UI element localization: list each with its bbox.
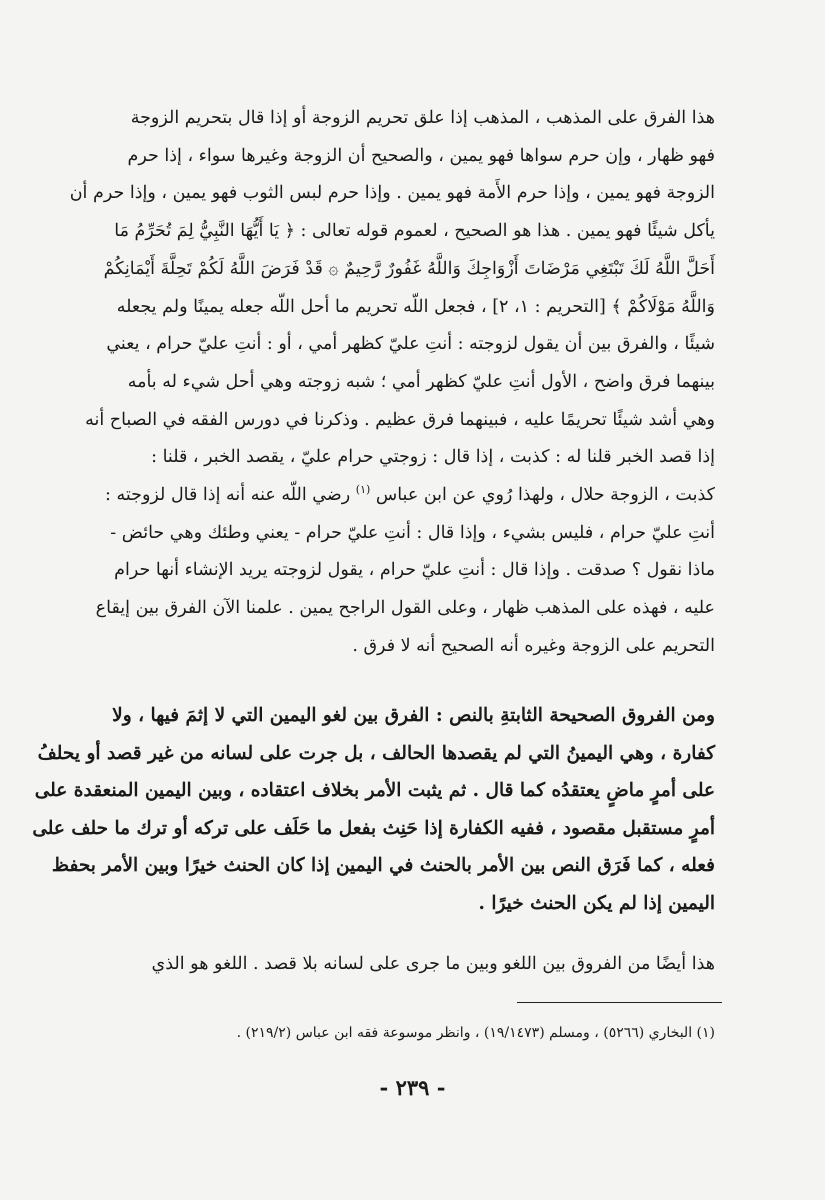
text-segment: كذبت ، الزوجة حلال ، ولهذا رُوي عن ابن عباس — [375, 485, 715, 506]
matn-paragraph — [32, 697, 715, 922]
text-line: على أمرٍ ماضٍ يعتقدُه كما قال . ثم يثبت الأمر بخلاف اعتقاده ، وبين اليمين المنعقدة على — [34, 780, 715, 801]
text-line-with-footnote — [105, 477, 715, 515]
commentary-paragraph — [69, 100, 715, 666]
text-line: فهو ظهار ، وإن حرم سواها فهو يمين ، والصحيح أن الزوجة وغيرها سواء ، إذا حرم — [127, 145, 715, 166]
text-line: هذا أيضًا من الفروق بين اللغو وبين ما جرى على لسانه بلا قصد . اللغو هو الذي — [151, 954, 715, 974]
text-line: ومن الفروق الصحيحة الثابتةِ بالنص : الفرق بين لغو اليمين التي لا إثمَ فيها ، ولا — [112, 705, 715, 726]
text-line: بينهما فرق واضح ، الأول أنتِ عليّ كظهر أمي ؛ شبه زوجته وهي أحل شيء له بأمه — [127, 371, 715, 392]
text-line: كفارة ، وهي اليمينُ التي لم يقصدها الحالف ، بل جرت على لسانه من غير قصد أو يحلفُ — [37, 742, 715, 764]
page-number: - ٢٣٩ - — [379, 1075, 446, 1100]
text-line: الزوجة فهو يمين ، وإذا حرم الأَمة فهو يمين . وإذا حرم لبس الثوب فهو يمين ، وإذا حرم أن — [69, 183, 715, 204]
text-line: عليه ، فهذه على المذهب ظهار ، وعلى القول الراجح يمين . علمنا الآن الفرق بين إيقاع — [95, 598, 715, 619]
commentary-paragraph-2 — [105, 945, 715, 983]
text-line: أمرٍ مستقبل مقصود ، ففيه الكفارة إذا حَنِث بفعل ما حَلَف على تركه أو ترك ما حلف على — [32, 817, 715, 839]
text-line: أنتِ عليّ حرام ، فليس بشيء ، وإذا قال : أنتِ عليّ حرام - يعني وطئك وهي حائض - — [110, 522, 715, 543]
text-line: فعله ، كما فَرَق النص بين الأمر بالحنث في اليمين إذا كان الحنث خيرًا وبين الأمر بحفظ — [51, 855, 715, 876]
quran-verse-line: أَحَلَّ اللَّهُ لَكَ تَبْتَغِي مَرْضَاتَ أَزْوَاجِكَ وَاللَّهُ غَفُورٌ رَّحِيمٌ ۞ قَدْ فَرَضَ اللَّهُ لَكُمْ تَحِلَّةَ أَيْمَانِكُمْ — [103, 258, 715, 279]
text-line: التحريم على الزوجة وغيره أنه الصحيح أنه لا فرق . — [352, 635, 715, 656]
footnote: (١) البخاري (٥٢٦٦) ، ومسلم (١٩/١٤٧٣) ، وانظر موسوعة فقه ابن عباس (٢١٩/٢) . — [236, 1025, 715, 1041]
text-line: اليمين إذا لم يكن الحنث خيرًا . — [478, 892, 715, 914]
text-segment: رضي اللّه عنه أنه إذا قال لزوجته : — [105, 485, 351, 506]
text-line: ماذا نقول ؟ صدقت . وإذا قال : أنتِ عليّ حرام ، يقول لزوجته يريد الإنشاء أنها حرام — [114, 560, 715, 581]
text-line: إذا قصد الخبر قلنا له : كذبت ، إذا قال : زوجتي حرام عليّ ، يقصد الخبر ، قلنا : — [151, 447, 715, 468]
text-line: هذا الفرق على المذهب ، المذهب إذا علق تحريم الزوجة أو إذا قال بتحريم الزوجة — [130, 108, 715, 128]
text-line: وهي أشد شيئًا تحريمًا عليه ، فبينهما فرق عظيم . وذكرنا في دورس الفقه في الصباح أنه — [85, 409, 715, 430]
footnote-reference[interactable]: (١) — [355, 483, 371, 497]
text-line: وَاللَّهُ مَوْلَاكُمْ ﴾ [التحريم : ١، ٢] ، فجعل اللّه تحريم ما أحل اللّه جعله يمينًا ولم يجعله — [116, 296, 715, 317]
footnote-separator — [517, 1002, 722, 1003]
text-line: شيئًا ، والفرق بين أن يقول لزوجته : أنتِ عليّ كظهر أمي ، أو : أنتِ عليّ حرام ، يعني — [106, 334, 715, 355]
text-line: يأكل شيئًا فهو يمين . هذا هو الصحيح ، لعموم قوله تعالى : ﴿ يَا أَيُّهَا النَّبِيُّ لِمَ تُحَرِّمُ مَا — [114, 221, 715, 242]
